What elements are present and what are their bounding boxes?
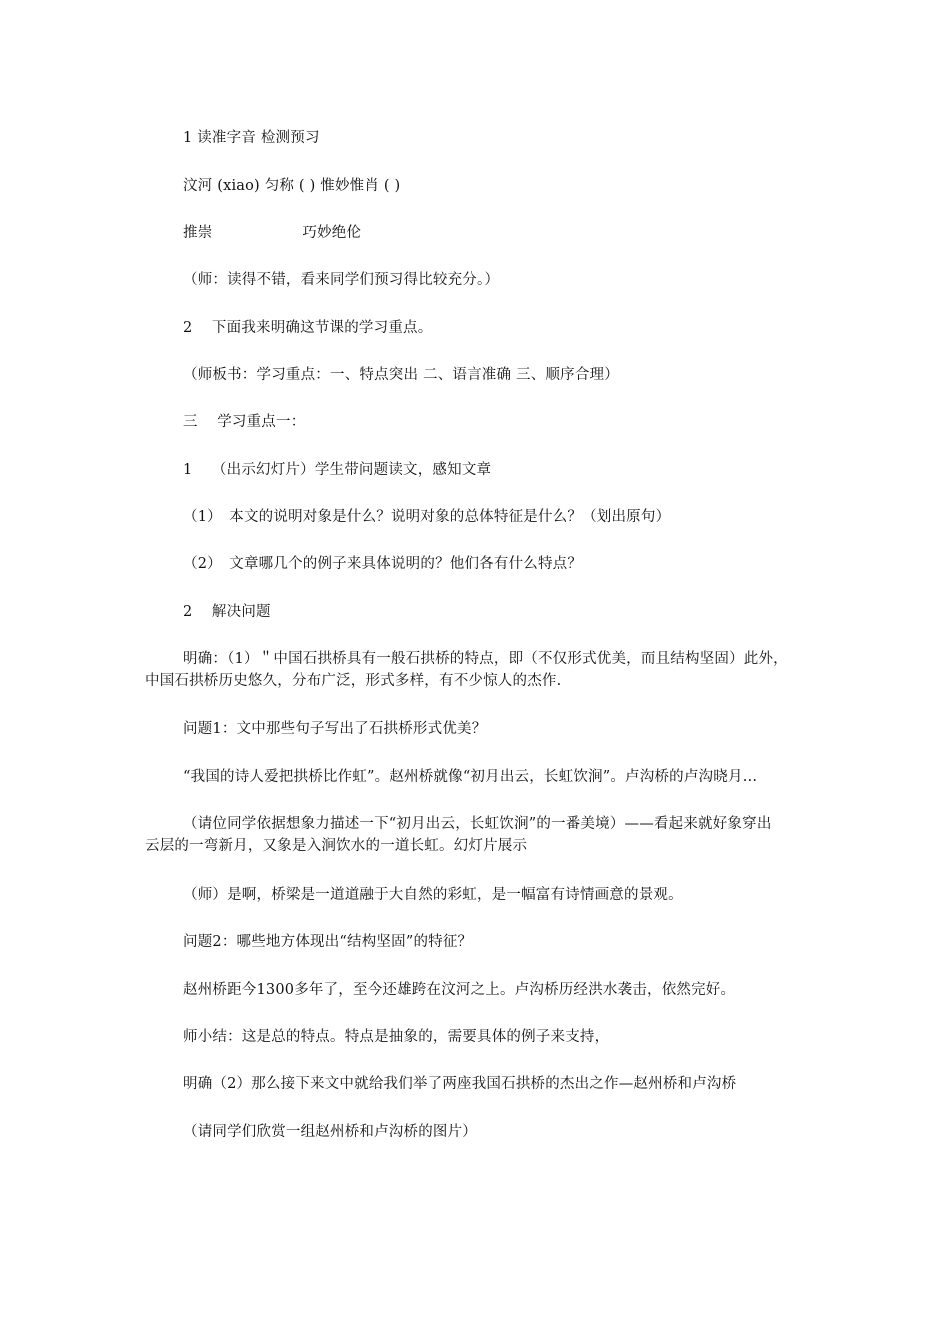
clarify-2: 明确（2）那么接下来文中就给我们举了两座我国石拱桥的杰出之作—赵州桥和卢沟桥 bbox=[183, 1076, 737, 1092]
section-heading-read-pronunciation: 1 读准字音 检测预习 bbox=[183, 130, 320, 146]
clarify-line-2: 中国石拱桥历史悠久，分布广泛，形式多样，有不少惊人的杰作. bbox=[145, 673, 562, 689]
step-2-solve: 2 解决问题 bbox=[183, 604, 271, 620]
step-1-slide: 1 （出示幻灯片）学生带问题读文，感知文章 bbox=[183, 462, 492, 478]
clarify-line-1: 明确：（1）＂中国石拱桥具有一般石拱桥的特点，即（不仅形式优美，而且结构坚固）此外， bbox=[183, 651, 788, 667]
vocab-line-1: 汶河 (xiao) 匀称 ( ) 惟妙惟肖 ( ) bbox=[183, 178, 401, 194]
image-appreciation-note: （请同学们欣赏一组赵州桥和卢沟桥的图片） bbox=[183, 1124, 477, 1140]
vocab-word-qiaomiao: 巧妙绝伦 bbox=[302, 225, 362, 241]
problem-1: 问题1：文中那些句子写出了石拱桥形式优美？ bbox=[183, 721, 487, 737]
imagination-paragraph bbox=[145, 813, 805, 857]
teacher-comment-2: （师）是啊，桥梁是一道道融于大自然的彩虹，是一幅富有诗情画意的景观。 bbox=[183, 887, 683, 903]
imagination-line-1: （请位同学依据想象力描述一下“初月出云，长虹饮涧”的一番美境）——看起来就好象穿出 bbox=[183, 816, 772, 832]
vocab-word-tuichong: 推崇 bbox=[183, 225, 213, 241]
teacher-summary: 师小结：这是总的特点。特点是抽象的，需要具体的例子来支持， bbox=[183, 1029, 610, 1045]
teacher-board-note: （师板书：学习重点：一、特点突出 二、语言准确 三、顺序合理） bbox=[183, 367, 619, 383]
teacher-comment-1: （师：读得不错，看来同学们预习得比较充分。） bbox=[183, 272, 500, 288]
poem-quote: “我国的诗人爱把拱桥比作虹”。赵州桥就像“初月出云，长虹饮涧”。卢沟桥的卢沟晓月… bbox=[183, 769, 758, 785]
question-1: （1） 本文的说明对象是什么？说明对象的总体特征是什么？（划出原句） bbox=[183, 509, 671, 525]
clarify-paragraph-1 bbox=[145, 648, 805, 692]
section-three-heading: 三 学习重点一： bbox=[183, 414, 306, 430]
problem-2: 问题2：哪些地方体现出“结构坚固”的特征？ bbox=[183, 934, 473, 950]
question-2: （2） 文章哪几个的例子来具体说明的？他们各有什么特点？ bbox=[183, 556, 583, 572]
step-2-focus: 2 下面我来明确这节课的学习重点。 bbox=[183, 320, 433, 336]
imagination-line-2: 云层的一弯新月，又象是入涧饮水的一道长虹。幻灯片展示 bbox=[145, 838, 528, 854]
vocab-line-2 bbox=[183, 222, 361, 244]
solid-structure-evidence: 赵州桥距今1300多年了，至今还雄跨在汶河之上。卢沟桥历经洪水袭击，依然完好。 bbox=[183, 982, 736, 998]
